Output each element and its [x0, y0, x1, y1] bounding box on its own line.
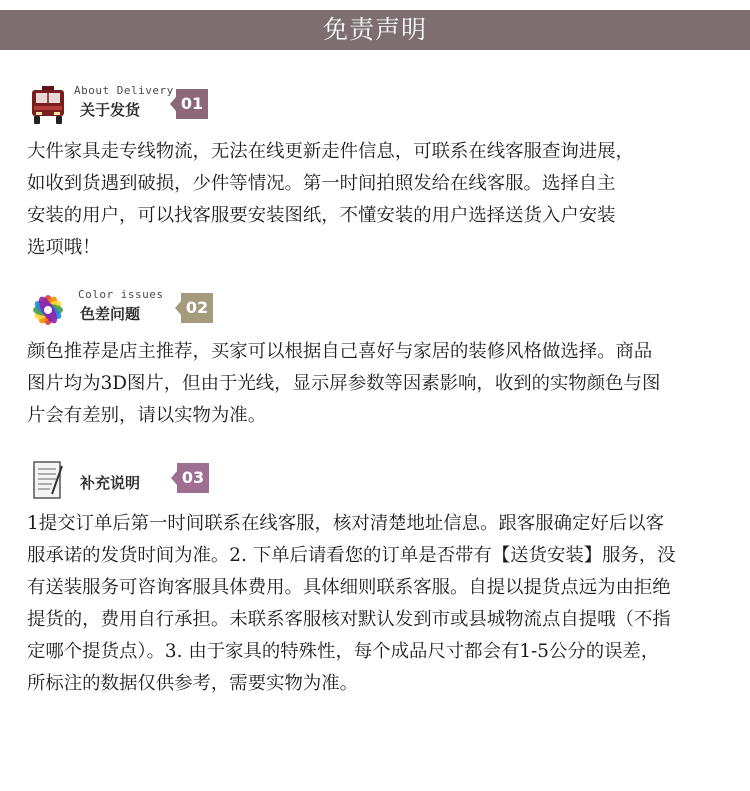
section-body: [27, 336, 739, 432]
body-line: 如收到货遇到破损，少件等情况。第一时间拍照发给在线客服。选择自主: [27, 173, 616, 194]
section-en-title: About Delivery: [74, 84, 174, 97]
section-header: [0, 456, 750, 506]
body-line: 定哪个提货点）。3. 由于家具的特殊性，每个成品尺寸都会有1-5公分的误差，: [27, 641, 660, 662]
body-line: 颜色推荐是店主推荐，买家可以根据自己喜好与家居的装修风格做选择。商品: [27, 341, 653, 362]
section-number-badge: 02: [181, 293, 213, 323]
section-header: [0, 286, 750, 336]
section-cn-title: 关于发货: [80, 101, 141, 119]
document-icon: [28, 458, 68, 502]
color-wheel-icon: [28, 288, 68, 332]
body-line: 提货的，费用自行承担。未联系客服核对默认发到市或县城物流点自提哦（不指: [27, 609, 671, 630]
section-body: [27, 136, 739, 264]
body-line: 选项哦！: [27, 237, 101, 258]
section-en-title: Color issues: [78, 288, 164, 301]
body-line: 有送装服务可咨询客服具体费用。具体细则联系客服。自提以提货点远为由拒绝: [27, 577, 671, 598]
truck-icon: [28, 84, 68, 128]
section-body: [27, 508, 739, 700]
body-line: 片会有差别，请以实物为准。: [27, 405, 267, 426]
body-line: 图片均为3D图片，但由于光线，显示屏参数等因素影响，收到的实物颜色与图: [27, 373, 661, 394]
section-header: [0, 82, 750, 132]
body-line: 所标注的数据仅供参考，需要实物为准。: [27, 673, 359, 694]
section-number-badge: 03: [177, 463, 209, 493]
section-notes: [0, 456, 750, 694]
body-line: 服承诺的发货时间为准。2. 下单后请看您的订单是否带有【送货安装】服务，没: [27, 545, 676, 566]
section-delivery: [0, 82, 750, 258]
body-line: 1提交订单后第一时间联系在线客服，核对清楚地址信息。跟客服确定好后以客: [27, 513, 664, 534]
section-number-badge: 01: [176, 89, 208, 119]
body-line: 大件家具走专线物流，无法在线更新走件信息，可联系在线客服查询进展，: [27, 141, 634, 162]
section-color: [0, 286, 750, 426]
page-title: 免责声明: [0, 10, 750, 50]
body-line: 安装的用户，可以找客服要安装图纸，不懂安装的用户选择送货入户安装: [27, 205, 616, 226]
section-cn-title: 补充说明: [80, 474, 141, 492]
section-cn-title: 色差问题: [80, 305, 141, 323]
